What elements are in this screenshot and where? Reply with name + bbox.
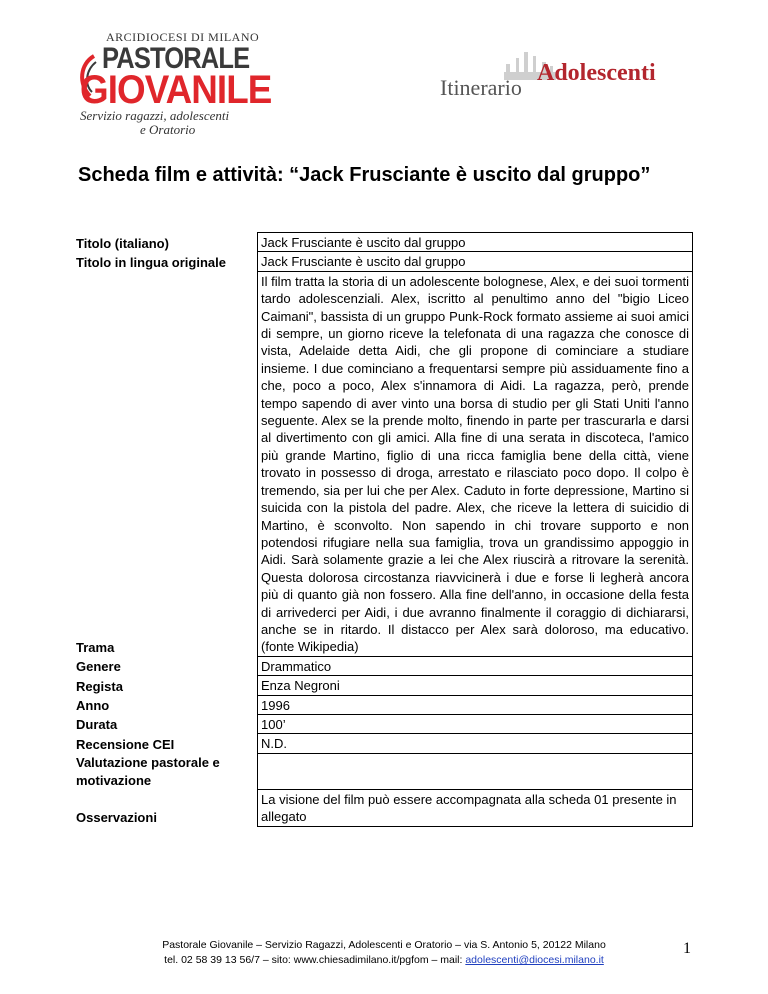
film-info-table (76, 232, 693, 827)
value-anno: 1996 (258, 695, 693, 714)
logo-subtitle-line2: e Oratorio (140, 122, 196, 137)
label-titolo: Titolo (italiano) (76, 235, 169, 251)
table-row (76, 695, 693, 714)
value-valutazione-pastorale (258, 753, 693, 789)
table-row (76, 656, 693, 675)
label-valutazione-pastorale: Valutazione pastorale e motivazione (76, 755, 220, 788)
footer-address-line: Pastorale Giovanile – Servizio Ragazzi, Adolescenti e Oratorio – via S. Antonio 5, 20122 Milano (162, 939, 606, 951)
page-footer (0, 938, 768, 968)
table-row (76, 233, 693, 252)
table-row (76, 714, 693, 733)
footer-contact-text: tel. 02 58 39 13 56/7 – sito: www.chiesadimilano.it/pgfom – mail: (164, 954, 466, 966)
value-durata: 100’ (258, 714, 693, 733)
table-row (76, 789, 693, 826)
value-recensione-cei: N.D. (258, 734, 693, 753)
logo-subtitle-line1: Servizio ragazzi, adolescenti (80, 108, 230, 123)
value-titolo: Jack Frusciante è uscito dal gruppo (258, 233, 693, 252)
page-number: 1 (683, 940, 691, 957)
label-regista: Regista (76, 678, 123, 694)
logo-giovanile-text: GIOVANILE (80, 68, 272, 112)
value-trama: Il film tratta la storia di un adolescente bolognese, Alex, e dei suoi tormenti tardo adolescenziali. Alex, iscritto al penultimo anno del "bigio Liceo Caimani", bassista di un gruppo Punk-Rock formato assieme ai suoi amici di sempre, un giorno riceve la telefonata di una ragazza che conosce di vista, Adelaide detta Aidi, che gli propone di cominciare a studiare insieme. I due cominciano a frequentarsi sempre più assiduamente fino a che, poco a poco, Alex s'innamora di Aidi. La ragazza, però, prende tempo sapendo di aver vinto una borsa di studio per gli Stati Uniti l'anno seguente. Alex se la prende molto, finendo in parte per trascurarla e darsi al divertimento con gli amici. Alla fine di una serata in discoteca, l'amico più grande Martino, figlio di una ricca famiglia bene della città, viene trovato in possesso di droga, arrestato e rilasciato poco dopo. Il colpo è tremendo, sia per lui che per Alex. Caduto in forte depressione, Martino si suicida con la pistola del padre. Alex, che riceve la lettera di suicidio di Martino, è sconvolto. Non sapendo in chi trovare supporto e non potendosi rifugiare nella sua famiglia, trova un grandissimo appoggio in Aidi. Sarà solamente grazie a lei che Alex riuscirà a ritrovare la serenità. Questa dolorosa circostanza riavvicinerà i due e forse li legherà ancora più di quanto già non fossero. Alla fine dell'anno, in occasione della festa di arrivederci per Aidi, i due avranno finalmente il coraggio di dichiararsi, anche se in ritardo. Il distacco per Alex sarà doloroso, ma educativo. (fonte Wikipedia) (258, 271, 693, 656)
table-row (76, 252, 693, 271)
logo-itinerario-text: Itinerario (440, 75, 522, 100)
label-osservazioni: Osservazioni (76, 809, 157, 825)
document-title: Scheda film e attività: “Jack Frusciante è uscito dal gruppo” (78, 164, 651, 186)
table-row (76, 676, 693, 695)
logo-arcidiocesi-text: ARCIDIOCESI DI MILANO (106, 30, 260, 44)
value-regista: Enza Negroni (258, 676, 693, 695)
table-row (76, 734, 693, 753)
footer-email-link[interactable]: adolescenti@diocesi.milano.it (465, 954, 604, 966)
label-genere: Genere (76, 659, 121, 675)
label-trama: Trama (76, 639, 115, 655)
label-anno: Anno (76, 698, 110, 714)
label-recensione-cei: Recensione CEI (76, 736, 175, 752)
label-titolo-originale: Titolo in lingua originale (76, 254, 226, 270)
pastorale-giovanile-logo (72, 24, 292, 137)
logo-pastorale-text: PASTORALE (102, 42, 250, 75)
itinerario-adolescenti-logo (440, 50, 690, 110)
label-durata: Durata (76, 717, 118, 733)
logo-adolescenti-text: Adolescenti (537, 60, 656, 86)
value-titolo-originale: Jack Frusciante è uscito dal gruppo (258, 252, 693, 271)
value-genere: Drammatico (258, 656, 693, 675)
footer-contact-line (0, 953, 768, 968)
table-row (76, 271, 693, 656)
value-osservazioni: La visione del film può essere accompagnata alla scheda 01 presente in allegato (258, 789, 693, 826)
table-row (76, 753, 693, 789)
